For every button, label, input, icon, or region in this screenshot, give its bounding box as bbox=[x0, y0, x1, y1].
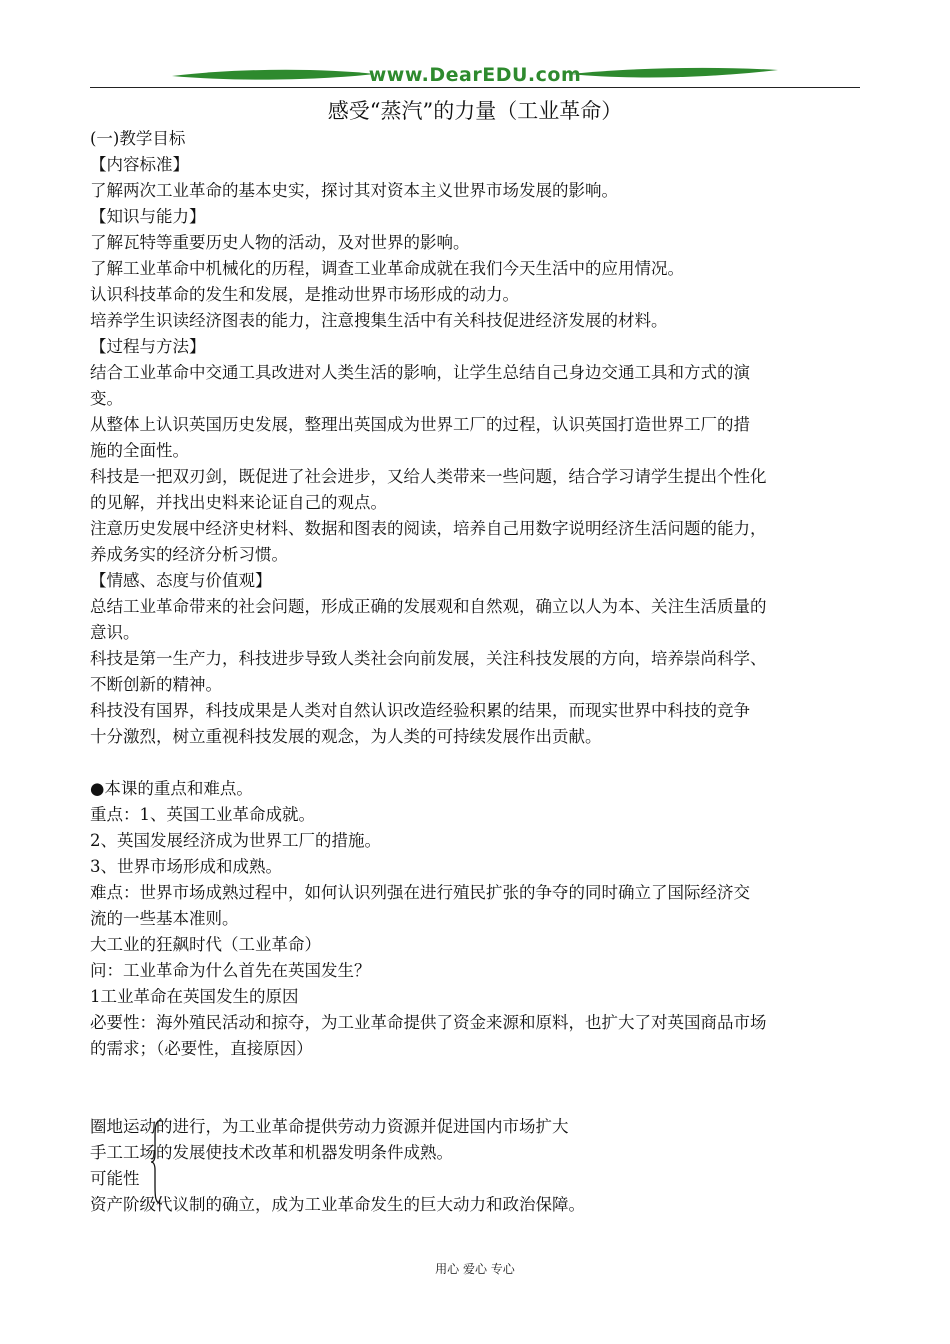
text-line: 3、世界市场形成和成熟。 bbox=[90, 857, 282, 876]
text-line: 的需求；（必要性，直接原因） bbox=[90, 1039, 313, 1058]
text-line: 【知识与能力】 bbox=[90, 207, 206, 226]
text-line: 科技是一把双刃剑，既促进了社会进步，又给人类带来一些问题，结合学习请学生提出个性化 bbox=[90, 467, 767, 486]
text-line: 问：工业革命为什么首先在英国发生？ bbox=[90, 961, 371, 980]
text-line: 了解工业革命中机械化的历程，调查工业革命成就在我们今天生活中的应用情况。 bbox=[90, 259, 684, 278]
text-line: 2、英国发展经济成为世界工厂的措施。 bbox=[90, 831, 381, 850]
text-line: 【情感、态度与价值观】 bbox=[90, 571, 272, 590]
text-line: 科技是第一生产力，科技进步导致人类社会向前发展，关注科技发展的方向，培养崇尚科学、 bbox=[90, 649, 767, 668]
curly-brace-icon bbox=[150, 1118, 166, 1206]
text-line: 难点：世界市场成熟过程中，如何认识列强在进行殖民扩张的争夺的同时确立了国际经济交 bbox=[90, 883, 750, 902]
text-line: 必要性：海外殖民活动和掠夺，为工业革命提供了资金来源和原料，也扩大了对英国商品市场 bbox=[90, 1013, 767, 1032]
text-line: 变。 bbox=[90, 389, 123, 408]
text-line: 注意历史发展中经济史材料、数据和图表的阅读，培养自己用数字说明经济生活问题的能力， bbox=[90, 519, 767, 538]
text-line: 意识。 bbox=[90, 623, 140, 642]
page-footer: 用心 爱心 专心 bbox=[435, 1262, 515, 1276]
site-logo-text: www.DearEDU.com bbox=[368, 64, 582, 86]
text-line: 圈地运动的进行，为工业革命提供劳动力资源并促进国内市场扩大 bbox=[90, 1117, 569, 1136]
text-line: ●本课的重点和难点。 bbox=[90, 779, 253, 798]
text-line: 了解瓦特等重要历史人物的活动，及对世界的影响。 bbox=[90, 233, 470, 252]
text-line: 的见解，并找出史料来论证自己的观点。 bbox=[90, 493, 387, 512]
text-line: 总结工业革命带来的社会问题，形成正确的发展观和自然观，确立以人为本、关注生活质量的 bbox=[90, 597, 767, 616]
text-line: 1工业革命在英国发生的原因 bbox=[90, 987, 299, 1006]
text-line: 了解两次工业革命的基本史实，探讨其对资本主义世界市场发展的影响。 bbox=[90, 181, 618, 200]
text-line: 认识科技革命的发生和发展，是推动世界市场形成的动力。 bbox=[90, 285, 519, 304]
text-line: 培养学生识读经济图表的能力，注意搜集生活中有关科技促进经济发展的材料。 bbox=[90, 311, 668, 330]
page-title: 感受“蒸汽”的力量（工业革命） bbox=[327, 99, 623, 123]
text-line: 重点：1、英国工业革命成就。 bbox=[90, 805, 315, 824]
site-header-banner bbox=[90, 60, 860, 90]
text-line: 不断创新的精神。 bbox=[90, 675, 222, 694]
text-line: 科技没有国界，科技成果是人类对自然认识改造经验积累的结果，而现实世界中科技的竞争 bbox=[90, 701, 750, 720]
text-line: 从整体上认识英国历史发展，整理出英国成为世界工厂的过程，认识英国打造世界工厂的措 bbox=[90, 415, 750, 434]
text-line: 可能性 bbox=[90, 1169, 140, 1188]
text-line: 施的全面性。 bbox=[90, 441, 189, 460]
text-line: 养成务实的经济分析习惯。 bbox=[90, 545, 288, 564]
header-divider bbox=[90, 87, 860, 88]
text-line: 【内容标准】 bbox=[90, 155, 189, 174]
text-line: 结合工业革命中交通工具改进对人类生活的影响，让学生总结自己身边交通工具和方式的演 bbox=[90, 363, 750, 382]
text-line: 【过程与方法】 bbox=[90, 337, 206, 356]
text-line: 流的一些基本准则。 bbox=[90, 909, 239, 928]
text-line: 大工业的狂飙时代（工业革命） bbox=[90, 935, 321, 954]
text-line: 资产阶级代议制的确立，成为工业革命发生的巨大动力和政治保障。 bbox=[90, 1195, 585, 1214]
text-line: (一)教学目标 bbox=[90, 129, 186, 148]
text-line: 手工工场的发展使技术改革和机器发明条件成熟。 bbox=[90, 1143, 453, 1162]
text-line: 十分激烈，树立重视科技发展的观念，为人类的可持续发展作出贡献。 bbox=[90, 727, 602, 746]
